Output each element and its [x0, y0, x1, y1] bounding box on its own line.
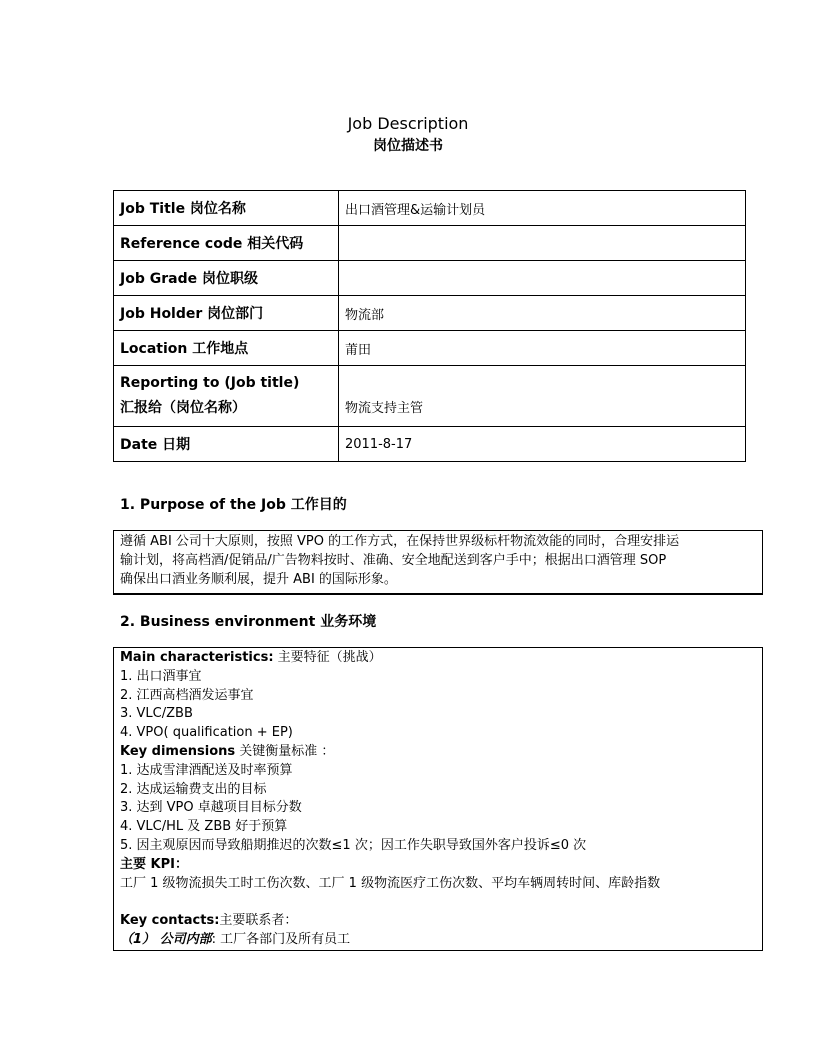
table-row	[114, 331, 746, 366]
reporting-to-label-cn: 汇报给（岗位名称）	[120, 400, 246, 416]
reporting-to-label-en: Reporting to (Job title)	[120, 375, 300, 391]
date-value: 2011-8-17	[339, 427, 746, 462]
reporting-to-label	[114, 366, 339, 427]
list-item: 2. 江西高档酒发运事宜	[120, 687, 254, 703]
table-row	[114, 296, 746, 331]
job-holder-label: Job Holder 岗位部门	[114, 296, 339, 331]
purpose-line: 输计划，将高档酒/促销品/广告物料按时、准确、安全地配送到客户手中；根据出口酒管理 SOP	[120, 553, 667, 568]
key-contacts-label-cn: 主要联系者：	[219, 913, 298, 929]
table-row	[114, 261, 746, 296]
list-item: 5. 因主观原因而导致船期推迟的次数≤1 次；因工作失职导致国外客户投诉≤0 次	[120, 837, 587, 853]
spacer	[120, 893, 756, 912]
kpi-label: 主要 KPI：	[120, 856, 188, 872]
location-label: Location 工作地点	[114, 331, 339, 366]
key-dimensions-label-cn: 关键衡量标准 ：	[235, 743, 335, 759]
document-title-cn: 岗位描述书	[373, 138, 443, 154]
main-characteristics-label: Main characteristics:	[120, 650, 274, 665]
reference-code-label: Reference code 相关代码	[114, 226, 339, 261]
section-2-heading: 2. Business environment 业务环境	[120, 614, 377, 630]
key-contacts-line	[120, 912, 756, 931]
date-label: Date 日期	[114, 427, 339, 462]
table-row	[114, 226, 746, 261]
list-item: 3. 达到 VPO 卓越项目目标分数	[120, 800, 302, 816]
list-item: 1. 出口酒事宜	[120, 668, 202, 684]
job-grade-value	[339, 261, 746, 296]
reference-code-value	[339, 226, 746, 261]
table-row	[114, 191, 746, 226]
key-dimensions-line	[120, 743, 756, 762]
main-characteristics-line	[120, 649, 756, 668]
job-info-table	[113, 190, 746, 462]
job-grade-label: Job Grade 岗位职级	[114, 261, 339, 296]
key-dimensions-label: Key dimensions	[120, 743, 236, 759]
job-title-value: 出口酒管理&运输计划员	[339, 191, 746, 226]
internal-contacts-label: （1） 公司内部	[120, 932, 212, 948]
business-environment-box	[113, 647, 763, 951]
main-characteristics-label-cn: 主要特征（挑战）	[273, 650, 382, 665]
job-holder-value: 物流部	[339, 296, 746, 331]
list-item: 3. VLC/ZBB	[120, 706, 193, 722]
purpose-line: 遵循 ABI 公司十大原则，按照 VPO 的工作方式，在保持世界级标杆物流效能的同时，合理安排运	[120, 534, 680, 549]
section-1-heading: 1. Purpose of the Job 工作目的	[120, 497, 347, 513]
list-item: 4. VPO( qualification + EP)	[120, 725, 293, 741]
purpose-box	[113, 530, 763, 595]
list-item: 1. 达成雪津酒配送及时率预算	[120, 762, 293, 778]
table-row	[114, 366, 746, 427]
reporting-to-value: 物流支持主管	[339, 366, 746, 427]
job-title-label: Job Title 岗位名称	[114, 191, 339, 226]
list-item: 4. VLC/HL 及 ZBB 好于预算	[120, 819, 288, 835]
key-contacts-label: Key contacts:	[120, 913, 220, 929]
location-value: 莆田	[339, 331, 746, 366]
internal-contacts-text: : 工厂各部门及所有员工	[211, 932, 351, 948]
table-row	[114, 427, 746, 462]
kpi-text: 工厂 1 级物流损失工时工伤次数、工厂 1 级物流医疗工伤次数、平均车辆周转时间、库龄指数	[120, 875, 661, 891]
list-item: 2. 达成运输费支出的目标	[120, 781, 267, 797]
purpose-line: 确保出口酒业务顺利展，提升 ABI 的国际形象。	[120, 572, 397, 587]
internal-contacts-line	[120, 931, 756, 950]
document-title-en: Job Description	[347, 114, 469, 133]
